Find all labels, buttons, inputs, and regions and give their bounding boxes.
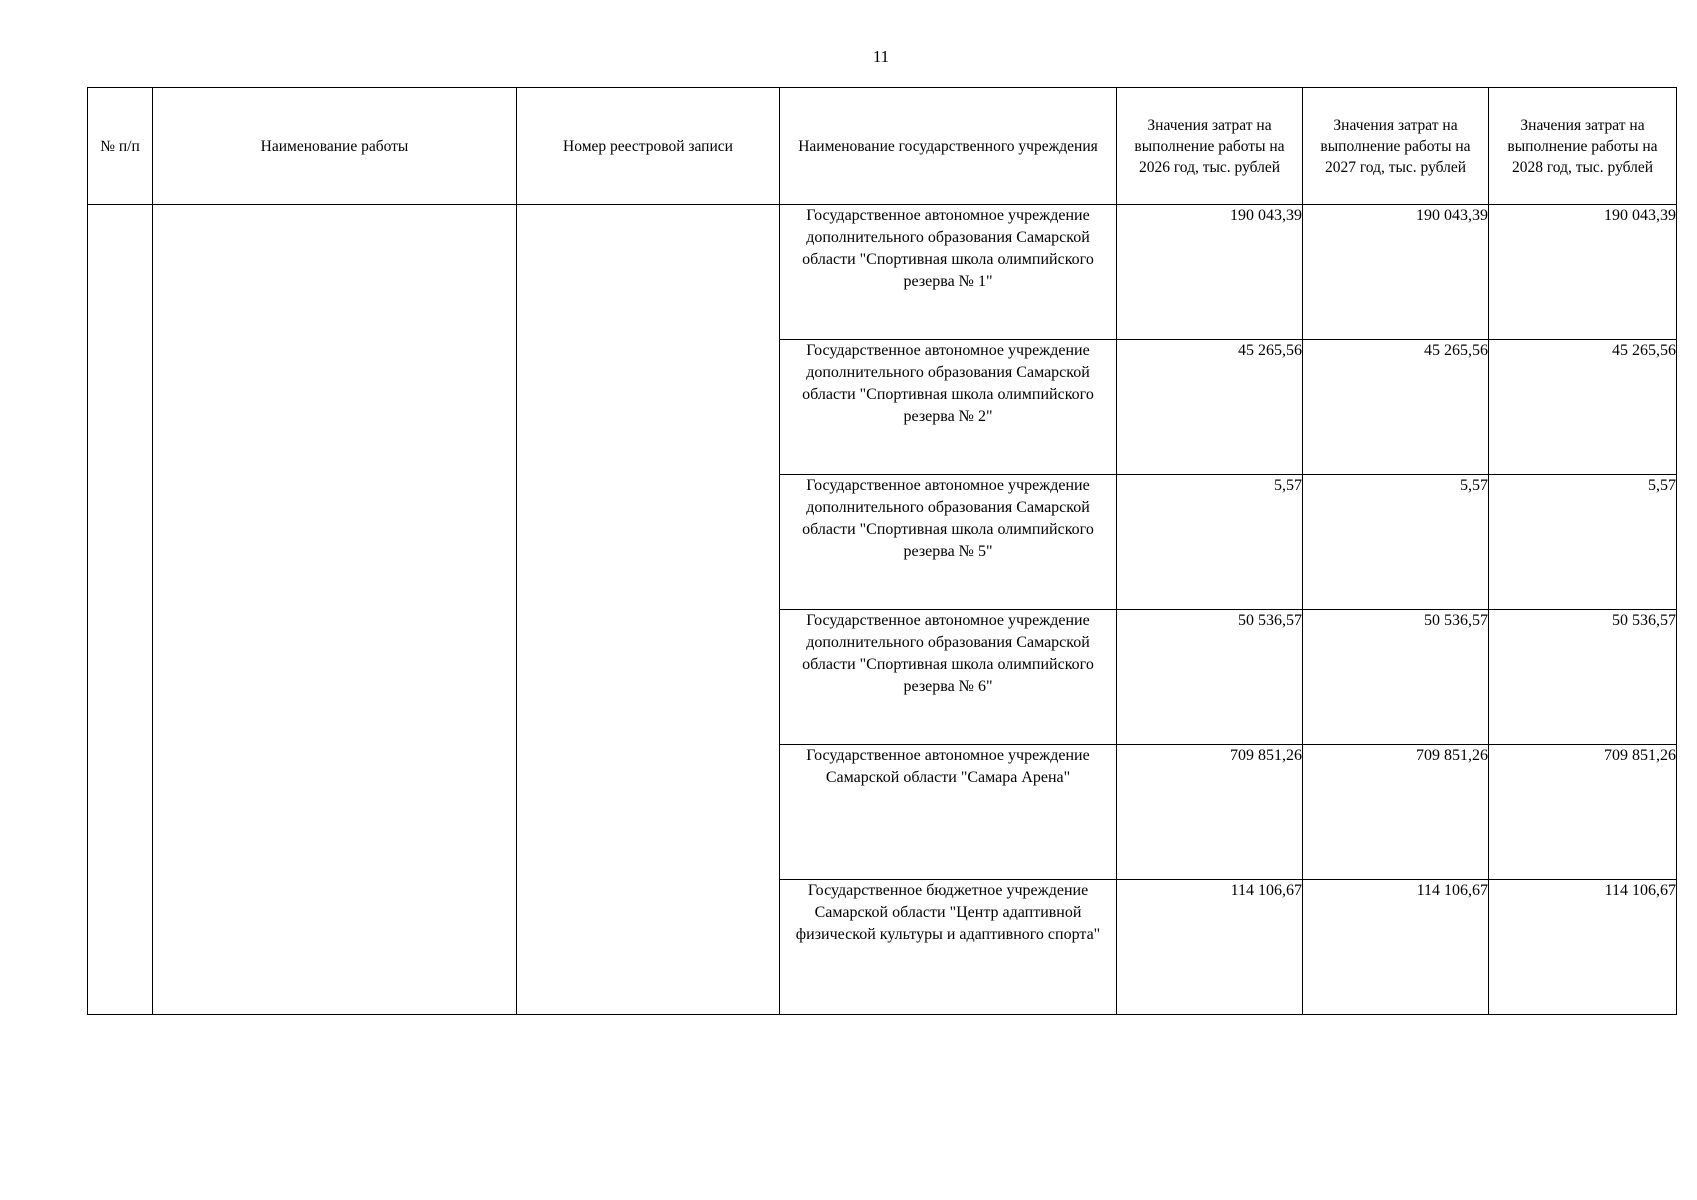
header-num: № п/п: [88, 88, 153, 205]
page-number: 11: [872, 47, 890, 66]
registry-number-cell: [517, 205, 780, 1015]
cost-2027-cell: 45 265,56: [1303, 340, 1489, 475]
cost-2028-cell: 5,57: [1489, 475, 1677, 610]
header-institution: Наименование государственного учреждения: [780, 88, 1117, 205]
header-registry-number: Номер реестровой записи: [517, 88, 780, 205]
institution-cell: Государственное автономное учреждение дополнительного образования Самарской области "Спортивная школа олимпийского резерва № 6": [780, 610, 1117, 745]
header-row: [88, 88, 1677, 205]
cost-2028-cell: 709 851,26: [1489, 745, 1677, 880]
cost-2028-cell: 190 043,39: [1489, 205, 1677, 340]
cost-2026-cell: 5,57: [1117, 475, 1303, 610]
cost-2026-cell: 190 043,39: [1117, 205, 1303, 340]
header-cost-2027: Значения затрат на выполнение работы на 2027 год, тыс. рублей: [1303, 88, 1489, 205]
institution-cell: Государственное автономное учреждение Самарской области "Самара Арена": [780, 745, 1117, 880]
institution-cell: Государственное автономное учреждение дополнительного образования Самарской области "Спортивная школа олимпийского резерва № 2": [780, 340, 1117, 475]
work-name-cell: [153, 205, 517, 1015]
cost-2027-cell: 50 536,57: [1303, 610, 1489, 745]
cost-2028-cell: 50 536,57: [1489, 610, 1677, 745]
header-cost-2028: Значения затрат на выполнение работы на 2028 год, тыс. рублей: [1489, 88, 1677, 205]
table-row: [88, 205, 1677, 340]
cost-2026-cell: 45 265,56: [1117, 340, 1303, 475]
institution-cell: Государственное бюджетное учреждение Самарской области "Центр адаптивной физической культуры и адаптивного спорта": [780, 880, 1117, 1015]
cost-2027-cell: 190 043,39: [1303, 205, 1489, 340]
institution-cell: Государственное автономное учреждение дополнительного образования Самарской области "Спортивная школа олимпийского резерва № 1": [780, 205, 1117, 340]
cost-2028-cell: 45 265,56: [1489, 340, 1677, 475]
cost-table: [87, 87, 1677, 1015]
header-work-name: Наименование работы: [153, 88, 517, 205]
cost-2028-cell: 114 106,67: [1489, 880, 1677, 1015]
cost-2027-cell: 5,57: [1303, 475, 1489, 610]
cost-2026-cell: 50 536,57: [1117, 610, 1303, 745]
cost-2026-cell: 114 106,67: [1117, 880, 1303, 1015]
cost-2027-cell: 114 106,67: [1303, 880, 1489, 1015]
cost-2026-cell: 709 851,26: [1117, 745, 1303, 880]
num-cell: [88, 205, 153, 1015]
header-cost-2026: Значения затрат на выполнение работы на 2026 год, тыс. рублей: [1117, 88, 1303, 205]
institution-cell: Государственное автономное учреждение дополнительного образования Самарской области "Спортивная школа олимпийского резерва № 5": [780, 475, 1117, 610]
cost-2027-cell: 709 851,26: [1303, 745, 1489, 880]
